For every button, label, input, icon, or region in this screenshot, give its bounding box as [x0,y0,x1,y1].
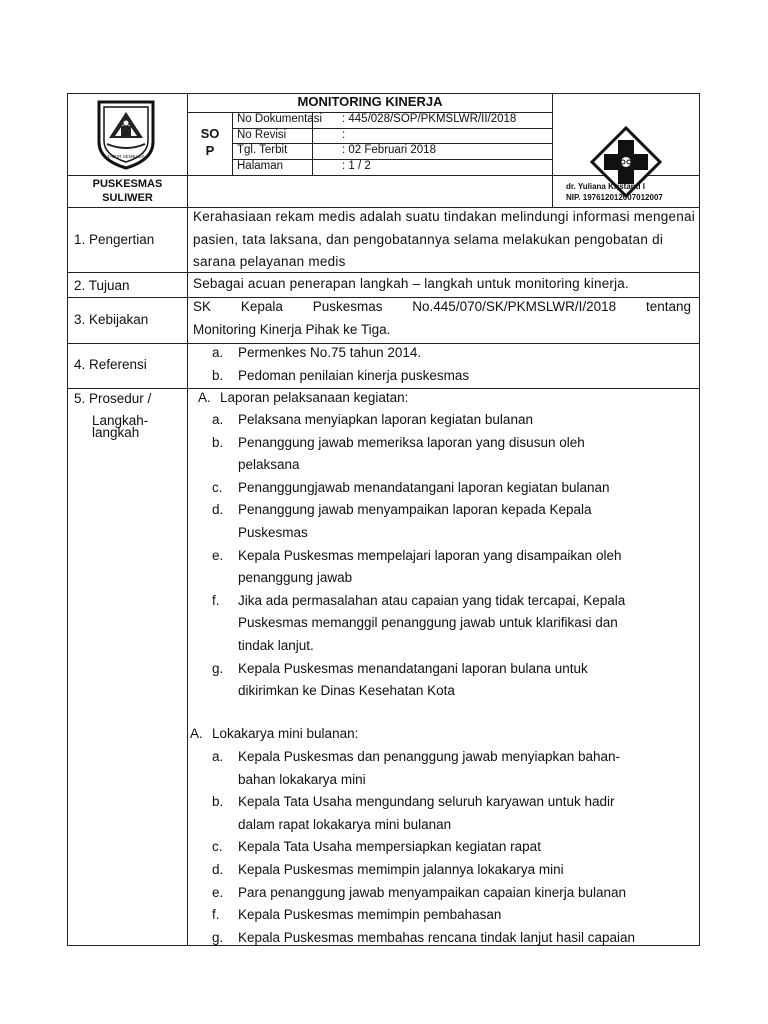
list-item [194,590,684,613]
list-marker: b. [212,367,224,383]
list-item-cont [194,567,684,590]
group-a-list [194,409,684,703]
list-text: Kepala Puskesmas memimpin jalannya lokakarya mini [238,861,564,877]
list-text: Puskesmas [238,524,308,540]
list-marker: c. [212,839,223,855]
sop-label-line1: SO [200,126,220,141]
list-marker: f. [212,907,220,923]
list-item [194,746,684,769]
section-label-referensi: 4. Referensi [74,357,147,372]
list-text: Kepala Puskesmas memimpin pembahasan [238,907,502,923]
list-item-cont [194,454,684,477]
doc-info-row [232,112,552,129]
list-item-cont [194,814,684,837]
list-text: tindak lanjut. [238,637,314,653]
group-a-title: Laporan pelaksanaan kegiatan: [220,390,409,405]
doc-info-value: : 445/028/SOP/PKMSLWR/II/2018 [342,113,517,125]
list-text: Penanggung jawab menyampaikan laporan kepada Kepala [238,502,592,518]
list-text: Kepala Puskesmas membahas rencana tindak lanjut hasil capaian [238,929,635,945]
list-marker: g. [212,660,224,676]
pengertian-text: Kerahasiaan rekam medis adalah suatu tindakan melindungi informasi mengenai pasien, tata laksana, dan pengobatannya selama melakukan pengobatan di sarana pelayanan medis [193,209,696,270]
doc-info-value: : [342,129,346,141]
list-item [194,791,684,814]
org-name-line2: SULIWER [102,192,153,204]
list-text: Kepala Tata Usaha mempersiapkan kegiatan rapat [238,839,541,855]
org-name-line1: PUSKESMAS [92,178,163,190]
list-item [194,859,684,882]
list-marker: d. [212,861,224,877]
list-marker: f. [212,592,220,608]
list-item [194,342,684,365]
list-marker: a. [212,345,224,360]
group-b-marker: A. [190,726,203,741]
doc-info-label: No Revisi [237,129,287,141]
list-item-cont [194,769,684,792]
doc-info-row [232,143,552,160]
list-text: Penanggungjawab menandatangani laporan kegiatan bulanan [238,479,610,495]
list-item [194,499,684,522]
group-a-marker: A. [198,390,211,405]
list-item [194,365,684,388]
referensi-list [194,342,684,387]
list-text: penanggung jawab [238,570,353,586]
list-item [194,882,684,905]
section-label-tujuan: 2. Tujuan [74,278,130,293]
list-item [194,545,684,568]
doc-info-label: Halaman [237,160,284,172]
list-marker: b. [212,794,224,810]
list-text: dikirimkan ke Dinas Kesehatan Kota [238,683,455,699]
section-label-prosedur-2: Langkah- [92,413,149,428]
doc-info-label: Tgl. Terbit [237,144,288,156]
list-text: Para penanggung jawab menyampaikan capaian kinerja bulanan [238,884,627,900]
list-marker: e. [212,547,224,563]
list-item [194,409,684,432]
list-text: Kepala Puskesmas mempelajari laporan yang disampaikan oleh [238,547,622,563]
list-text: pelaksana [238,457,300,473]
list-item-cont [194,680,684,703]
page-title: MONITORING KINERJA [297,94,443,109]
logo-banner-text: TAJUR SEMBADA [107,154,145,159]
doc-info-label: No Dokumentasi [237,113,323,125]
doc-info-value: : 02 Februari 2018 [342,144,436,156]
tujuan-text: Sebagai acuan penerapan langkah – langkah untuk monitoring kinerja. [193,276,629,291]
list-item [194,904,684,927]
list-text: Puskesmas memanggil penanggung jawab untuk klarifikasi dan [238,615,618,631]
list-marker: b. [212,434,224,450]
kebijakan-word: tentang [645,299,691,314]
list-text: dalam rapat lokakarya mini bulanan [238,816,452,832]
list-text: Pedoman penilaian kinerja puskesmas [238,367,470,383]
list-marker: a. [212,412,224,427]
list-text: Kepala Tata Usaha mengundang seluruh karyawan untuk hadir [238,794,615,810]
kebijakan-word: SK [193,299,212,314]
list-text: Kepala Puskesmas dan penanggung jawab menyiapkan bahan- [238,749,621,764]
list-text: Penanggung jawab memeriksa laporan yang disusun oleh [238,434,585,450]
kebijakan-word: Puskesmas [312,299,383,314]
signer-name: dr. Yuliana Kristanti I [566,182,645,191]
list-item [194,658,684,681]
list-text: Pelaksana menyiapkan laporan kegiatan bulanan [238,412,533,427]
header-blank-cell [187,175,553,208]
group-b-list [194,746,684,949]
list-item [194,836,684,859]
section-label-prosedur: 5. Prosedur / [74,391,152,406]
list-marker: g. [212,929,224,945]
doc-info-row [232,159,552,176]
kebijakan-word: No.445/070/SK/PKMSLWR/I/2018 [412,299,617,314]
list-item-cont [194,635,684,658]
list-item [194,477,684,500]
kebijakan-line1 [193,296,691,319]
list-text: Permenkes No.75 tahun 2014. [238,345,422,360]
section-label-kebijakan: 3. Kebijakan [74,312,149,327]
section-label-prosedur-3: langkah [92,425,140,440]
list-text: bahan lokakarya mini [238,771,366,787]
list-marker: d. [212,502,224,518]
sop-label-line2: P [205,143,215,158]
list-text: Jika ada permasalahan atau capaian yang tidak tercapai, Kepala [238,592,626,608]
list-item-cont [194,522,684,545]
list-marker: a. [212,749,224,764]
list-marker: c. [212,479,223,495]
group-b-title: Lokakarya mini bulanan: [212,726,359,741]
puskesmas-emblem-icon [93,98,159,170]
kebijakan-line2: Monitoring Kinerja Pihak ke Tiga. [193,322,391,337]
section-label-pengertian: 1. Pengertian [74,232,155,247]
list-marker: e. [212,884,224,900]
signer-nip: NIP. 197612012007012007 [566,193,663,202]
list-item-cont [194,612,684,635]
list-item [194,432,684,455]
kebijakan-word: Kepala [240,299,283,314]
list-text: Kepala Puskesmas menandatangani laporan bulana untuk [238,660,588,676]
list-item [194,927,684,950]
doc-info-value: : 1 / 2 [342,160,371,172]
